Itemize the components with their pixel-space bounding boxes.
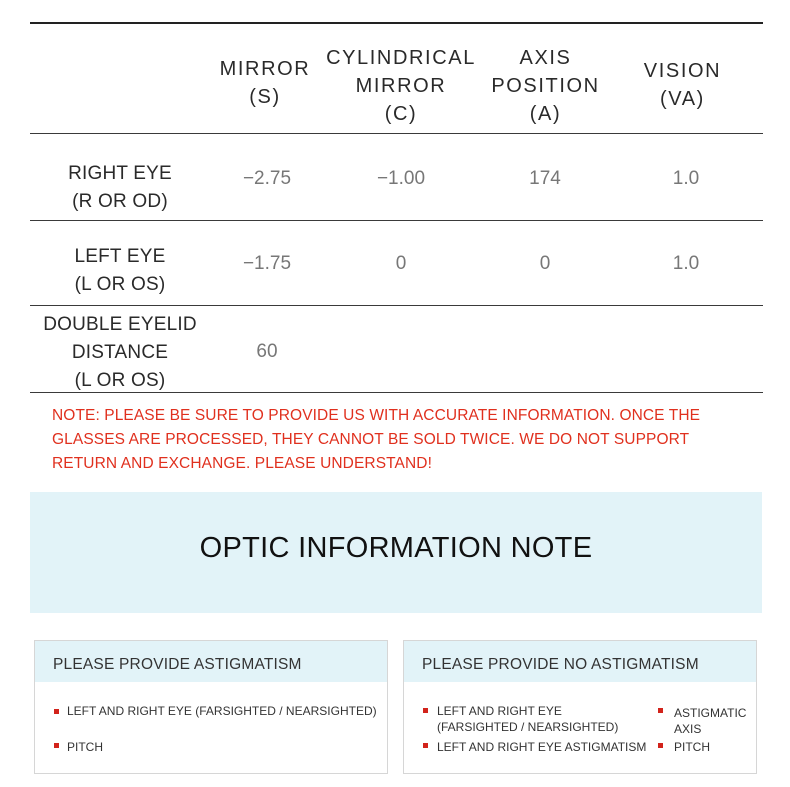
header-axis-position: AXIS POSITION (A): [491, 47, 600, 125]
right-eye-axis-value: 174: [529, 168, 561, 189]
card-header: [35, 641, 387, 682]
left-eye-cylindrical-value: 0: [395, 253, 407, 274]
row-label-right-eye: RIGHT EYE (R OR OD): [68, 163, 172, 212]
card-no-astigmatism: [403, 640, 757, 774]
banner-title: OPTIC INFORMATION NOTE: [199, 532, 593, 564]
header-mirror: MIRROR (S): [219, 58, 311, 108]
list-item: LEFT AND RIGHT EYE (FARSIGHTED / NEARSIGHTED): [437, 704, 619, 734]
card-title: PLEASE PROVIDE NO ASTIGMATISM: [422, 656, 699, 673]
right-eye-cylindrical-value: −1.00: [376, 168, 426, 189]
list-item: ASTIGMATIC AXIS: [674, 706, 747, 736]
bullet-icon: [423, 708, 428, 713]
card-astigmatism: [34, 640, 388, 774]
header-vision: VISION (VA): [643, 60, 722, 110]
bullet-icon: [54, 743, 59, 748]
header-cylindrical-mirror: CYLINDRICAL MIRROR (C): [326, 47, 476, 125]
bullet-icon: [54, 709, 59, 714]
list-item: PITCH: [674, 740, 710, 754]
table-row-divider: [30, 220, 763, 221]
card-header: [404, 641, 756, 682]
left-eye-mirror-value: −1.75: [242, 253, 292, 274]
right-eye-mirror-value: −2.75: [242, 168, 292, 189]
row-label-double-eyelid-distance: DOUBLE EYELID DISTANCE (L OR OS): [43, 314, 197, 391]
left-eye-axis-value: 0: [539, 253, 551, 274]
warning-note: NOTE: PLEASE BE SURE TO PROVIDE US WITH ACCURATE INFORMATION. ONCE THE GLASSES ARE PROCESSED, THEY CANNOT BE SOLD TWICE. WE DO NOT SUPPORT RETURN AND EXCHANGE. PLEASE UNDERSTAND!: [52, 407, 701, 472]
left-eye-vision-value: 1.0: [672, 253, 700, 274]
list-item: LEFT AND RIGHT EYE (FARSIGHTED / NEARSIGHTED): [67, 704, 377, 718]
distance-value: 60: [256, 341, 278, 362]
bullet-icon: [423, 743, 428, 748]
optic-info-banner: [30, 492, 762, 613]
table-row-divider: [30, 305, 763, 306]
bullet-icon: [658, 743, 663, 748]
card-title: PLEASE PROVIDE ASTIGMATISM: [53, 656, 302, 673]
list-item: PITCH: [67, 740, 103, 754]
table-top-rule: [30, 22, 763, 24]
row-label-left-eye: LEFT EYE (L OR OS): [74, 246, 166, 295]
list-item: LEFT AND RIGHT EYE ASTIGMATISM: [437, 740, 647, 754]
right-eye-vision-value: 1.0: [672, 168, 700, 189]
table-header-rule: [30, 133, 763, 134]
bullet-icon: [658, 708, 663, 713]
